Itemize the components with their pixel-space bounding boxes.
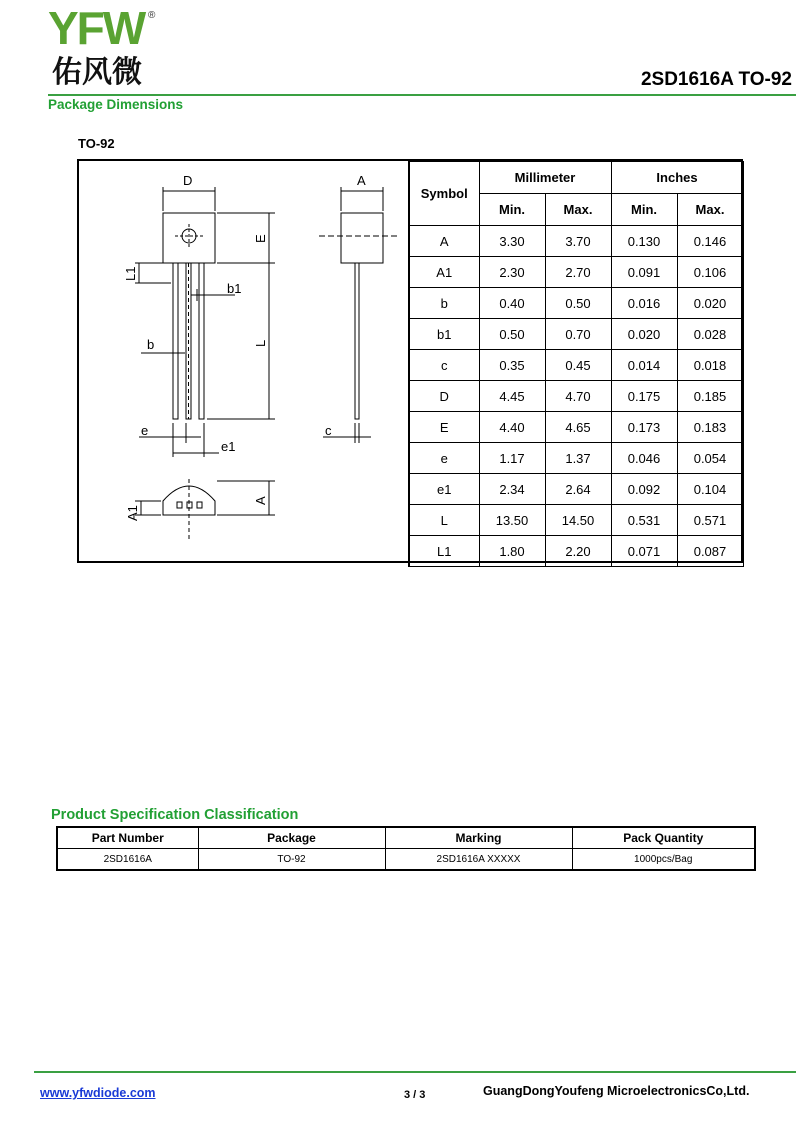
label-A-bottom: A: [253, 496, 268, 505]
table-row: [409, 319, 743, 350]
cell-symbol: E: [409, 412, 479, 443]
table-row: [409, 226, 743, 257]
cell-mm-min: 4.40: [479, 412, 545, 443]
cell-in-min: 0.071: [611, 536, 677, 567]
package-cell: TO-92: [198, 849, 385, 871]
symbol-header: Symbol: [409, 162, 479, 226]
part-title: 2SD1616A TO-92: [640, 69, 792, 90]
label-E: E: [253, 234, 268, 243]
table-row: [409, 474, 743, 505]
package-drawing: [79, 161, 408, 561]
cell-mm-max: 2.64: [545, 474, 611, 505]
cell-in-max: 0.054: [677, 443, 743, 474]
footer-divider: [34, 1071, 796, 1073]
cell-mm-max: 0.70: [545, 319, 611, 350]
lead-left: [173, 263, 178, 419]
label-e1: e1: [221, 439, 236, 454]
cell-symbol: A1: [409, 257, 479, 288]
cell-mm-min: 0.40: [479, 288, 545, 319]
cell-mm-min: 2.34: [479, 474, 545, 505]
cell-mm-min: 4.45: [479, 381, 545, 412]
spec-title: Product Specification Classification: [51, 807, 299, 823]
cell-in-max: 0.018: [677, 350, 743, 381]
cell-in-max: 0.028: [677, 319, 743, 350]
package-header: Package: [198, 827, 385, 849]
cell-symbol: c: [409, 350, 479, 381]
cell-mm-max: 0.50: [545, 288, 611, 319]
part-number-header: Part Number: [57, 827, 198, 849]
label-D: D: [183, 173, 193, 188]
cell-symbol: A: [409, 226, 479, 257]
cell-symbol: b1: [409, 319, 479, 350]
front-body: [163, 213, 215, 263]
dimensions-table: [408, 161, 744, 567]
cell-in-max: 0.185: [677, 381, 743, 412]
label-c: c: [325, 423, 332, 438]
millimeter-header: Millimeter: [479, 162, 611, 194]
cell-in-min: 0.175: [611, 381, 677, 412]
spec-table: [56, 826, 756, 871]
cell-symbol: e: [409, 443, 479, 474]
table-row: [409, 505, 743, 536]
cell-in-min: 0.020: [611, 319, 677, 350]
table-row: [409, 350, 743, 381]
table-row: [409, 536, 743, 567]
cell-mm-max: 4.70: [545, 381, 611, 412]
cell-in-min: 0.173: [611, 412, 677, 443]
cell-in-min: 0.531: [611, 505, 677, 536]
cell-mm-max: 4.65: [545, 412, 611, 443]
side-body: [341, 213, 383, 263]
cell-mm-min: 1.17: [479, 443, 545, 474]
cell-in-min: 0.130: [611, 226, 677, 257]
label-L: L: [253, 339, 268, 347]
cell-mm-max: 1.37: [545, 443, 611, 474]
table-row: [409, 412, 743, 443]
table-row: [409, 257, 743, 288]
package-label: TO-92: [78, 136, 115, 151]
table-row: [409, 288, 743, 319]
table-row: [409, 381, 743, 412]
pack-quantity-cell: 1000pcs/Bag: [572, 849, 755, 871]
cell-in-max: 0.020: [677, 288, 743, 319]
cell-in-max: 0.087: [677, 536, 743, 567]
cell-mm-min: 13.50: [479, 505, 545, 536]
cell-mm-max: 14.50: [545, 505, 611, 536]
logo-chinese-name: 佑风微: [52, 55, 142, 90]
cell-in-max: 0.571: [677, 505, 743, 536]
label-b: b: [147, 337, 155, 352]
cell-symbol: b: [409, 288, 479, 319]
in-max-header: Max.: [677, 194, 743, 226]
company-name: GuangDongYoufeng MicroelectronicsCo,Ltd.: [483, 1084, 750, 1098]
cell-symbol: L1: [409, 536, 479, 567]
cell-mm-min: 0.35: [479, 350, 545, 381]
cell-mm-min: 1.80: [479, 536, 545, 567]
pack-quantity-header: Pack Quantity: [572, 827, 755, 849]
lead-right: [199, 263, 204, 419]
cell-mm-max: 2.70: [545, 257, 611, 288]
mm-min-header: Min.: [479, 194, 545, 226]
cell-in-max: 0.106: [677, 257, 743, 288]
cell-mm-max: 0.45: [545, 350, 611, 381]
marking-header: Marking: [385, 827, 572, 849]
side-lead: [355, 263, 359, 419]
mm-max-header: Max.: [545, 194, 611, 226]
label-b1: b1: [227, 281, 242, 296]
cell-mm-min: 3.30: [479, 226, 545, 257]
cell-in-min: 0.046: [611, 443, 677, 474]
cell-in-max: 0.183: [677, 412, 743, 443]
logo: YFW: [48, 2, 145, 54]
cell-mm-min: 0.50: [479, 319, 545, 350]
cell-symbol: D: [409, 381, 479, 412]
label-e: e: [141, 423, 149, 438]
cell-in-min: 0.092: [611, 474, 677, 505]
cell-mm-max: 2.20: [545, 536, 611, 567]
registered-mark: ®: [148, 10, 156, 21]
inches-header: Inches: [611, 162, 743, 194]
marking-cell: 2SD1616A XXXXX: [385, 849, 572, 871]
cell-in-min: 0.014: [611, 350, 677, 381]
table-row: [409, 443, 743, 474]
label-A: A: [357, 173, 366, 188]
label-A1: A1: [125, 505, 140, 521]
cell-in-min: 0.091: [611, 257, 677, 288]
cell-mm-max: 3.70: [545, 226, 611, 257]
cell-in-max: 0.146: [677, 226, 743, 257]
website-link[interactable]: www.yfwdiode.com: [40, 1086, 156, 1100]
cell-symbol: e1: [409, 474, 479, 505]
cell-in-min: 0.016: [611, 288, 677, 319]
label-L1: L1: [123, 266, 138, 281]
section-title: Package Dimensions: [48, 97, 184, 112]
page-number: 3 / 3: [404, 1089, 426, 1101]
cell-in-max: 0.104: [677, 474, 743, 505]
table-row: [57, 849, 755, 871]
part-number-cell: 2SD1616A: [57, 849, 198, 871]
cell-symbol: L: [409, 505, 479, 536]
in-min-header: Min.: [611, 194, 677, 226]
cell-mm-min: 2.30: [479, 257, 545, 288]
